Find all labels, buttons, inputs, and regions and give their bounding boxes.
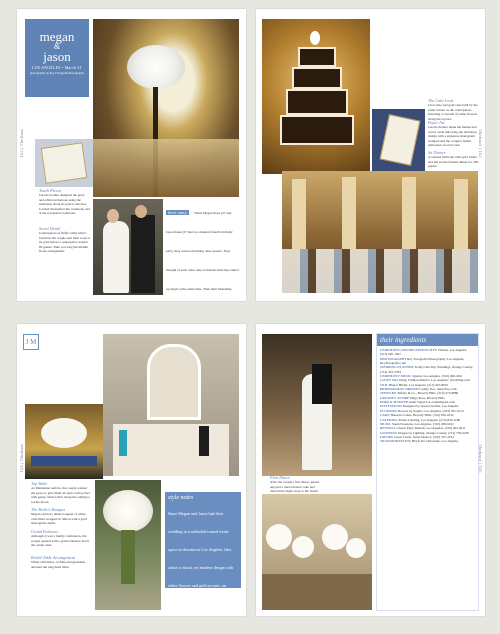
invitation-photo [35, 139, 93, 187]
caption-head: The Cake Look [428, 98, 454, 103]
head-table-photo [25, 404, 103, 479]
ingredient-text: Classic Party Rentals, Los Angeles, (310) 202-0011 [396, 426, 466, 431]
ingredient-text: Vibiana, Los Angeles, (213) 626-1507 [380, 348, 468, 357]
ingredient-text: Sweet Treats, Santa Monica, (310) 555-3434 [393, 434, 454, 439]
ingredient-label: BRIDESMAIDS' DRESSES [380, 387, 422, 392]
ingredient-text: Designed by Jason's brother, Los Angeles [402, 404, 459, 409]
ingredient-text: Hansen's Cakes, Beverly Hills, (310) 936-4332 [390, 413, 454, 418]
aisle-photo [262, 494, 372, 610]
centerpiece-photo [93, 19, 239, 197]
caption-head: Paper Art [428, 120, 445, 125]
ingredient-text: Black Tie Limousine, Los Angeles [411, 439, 459, 444]
caption-text: A vaulted ballroom with gold chairs and tall arches framed dinner for 200 guests. [428, 155, 479, 169]
ingredient-text: Hugo Boss, Beverly Hills [410, 395, 445, 400]
story-heading: their story [168, 210, 188, 215]
ingredient-text: Images by Lighting, Orange County, (714) 739-0230 [398, 430, 469, 435]
caption-paper [428, 121, 480, 147]
couple-photo [93, 199, 163, 295]
ballroom-photo [282, 171, 478, 293]
photo-credit: photography by Roy Fotografia Photography [30, 71, 84, 75]
ingredient-text: Jenny Yoo, JennyYoo.com [421, 387, 457, 392]
ingredient-text: Vera Wang, Fashion District, Los Angeles, VeraWang.com [391, 378, 470, 383]
caption-head: First Dance [270, 475, 291, 480]
cathedral-photo [103, 334, 239, 476]
bouquet-photo [95, 480, 161, 610]
caption-head: Sit Dinner [428, 150, 446, 155]
style-notes-text: Since Megan and Jason had their wedding in a cathedral-turned-event space in downtown Los Angeles, they chose a classic yet modern design with white flowers and gold accents, an elegant look that tied the evening [168, 511, 234, 606]
ampersand: & [53, 42, 61, 51]
location-date: LOS ANGELES • March 31 [32, 66, 82, 70]
ingredient-label: PHOTOGRAPHY [380, 356, 408, 361]
magazine-page-2 [256, 9, 485, 301]
monogram: J M [23, 334, 39, 350]
page-folio: 102 | TheKnot [19, 129, 24, 158]
ingredient-label: LIGHTING [380, 430, 399, 435]
caption-entrance [31, 530, 91, 548]
ingredient-label: CAKE [380, 413, 391, 418]
caption-head: Touch Pieces [39, 188, 62, 193]
magazine-page-4 [256, 324, 485, 616]
ingredient-label: JEWELRY [380, 391, 398, 396]
caption-head: Sweet Detail [39, 226, 61, 231]
bride-name: megan [39, 29, 75, 44]
menu-card-photo [372, 109, 425, 174]
style-notes-box [165, 492, 241, 606]
caption-head: Top Table [31, 481, 48, 486]
caption-head: Bridal Table Arrangement [31, 555, 75, 560]
ingredient-item [380, 357, 475, 366]
caption-text: White calla lilies, orchids and gardenias adorned the long head table. [31, 560, 86, 569]
ingredient-text: Flowers by Sophia, Los Angeles, (323) 785-1010 [397, 408, 464, 413]
caption-centerpieces [39, 227, 91, 253]
ingredient-text: Sound Sessions, Los Angeles, (310) 458-9222 [391, 421, 454, 426]
page-folio: 104 | TheKnot [19, 444, 24, 473]
caption-head: The Bride's Bouquet [31, 507, 66, 512]
ingredient-label: GROOM'S ATTIRE [380, 395, 411, 400]
ingredient-text: Blanca Bridal, Los Angeles, (213) 463-8001 [388, 382, 449, 387]
ingredient-label: INVITATIONS [380, 404, 403, 409]
caption-text: Centerpieces of fluffy white baby's breath in the couple sent their roots to its gold before a centerpiece around 80 guests. Take you long the middle floral arrangement. [39, 231, 91, 254]
story-text: When Megan Rose (27 and Jason Kane (27 met on a mutual friend's birthday party, they were both dating other people. They thought of each other only as friends until they ended up single at the same time. Then their friendship [166, 211, 239, 291]
ingredient-label: TRANSPORTATION [380, 439, 412, 444]
dance-photo [262, 334, 372, 476]
caption-text: Chocolate and gold cake built by the same vendor as the centerpieces featuring a cascade of white flowers along the top tier. [428, 103, 478, 121]
caption-bouquet [31, 508, 91, 526]
page-folio: TheKnot | 105 [478, 444, 483, 473]
caption-text: Jason's mother made the menus and escort cards mirroring the invitation design with a signature monogram stamped and the couple's names embossed on each card. [428, 125, 477, 148]
page-folio: TheKnot | 103 [478, 129, 483, 158]
ingredient-text: Patina Catering, Los Angeles, (213) 830-1180 [398, 417, 461, 422]
ingredient-label: HAIR & MAKEUP [380, 400, 409, 405]
caption-cake [428, 99, 480, 121]
ingredient-text: Today's the Day Weddings, Orange County, (714) 393-3783 [380, 365, 473, 374]
ingredient-label: CEREMONY AND RECEPTION SITE [380, 348, 438, 352]
ingredients-heading: their ingredients [377, 334, 478, 346]
ingredient-item [380, 439, 475, 443]
caption-text: Although it was a family celebration, the couple opened with a grand entrance down the center aisle. [31, 534, 90, 548]
caption-table [31, 482, 91, 504]
ingredient-label: WEDDING PLANNER [380, 365, 415, 370]
ingredient-label: VEIL [380, 382, 389, 387]
magazine-page-3 [17, 324, 246, 616]
caption-arrangement [31, 556, 91, 569]
ingredient-label: RENTALS [380, 426, 397, 431]
ingredient-text: Roy Fotografia Photography, Los Angeles, RoyFotografia.com [380, 356, 465, 366]
caption-text: Megan carried a dense bouquet of white calla lilies wrapped in ribbon with a gold monogram charm. [31, 512, 87, 526]
caption-dinner [428, 151, 480, 169]
ingredient-text: Tiffany & Co., Beverly Hills, (310) 273-8880 [397, 391, 459, 396]
groom-name: jason [43, 49, 71, 64]
ingredient-text: Glam Squad LA, GlamSquad.com [408, 400, 455, 405]
ingredient-label: CEREMONY MUSIC [380, 374, 413, 379]
caption-text: After the couple's first dance, guests enjoyed a tiered dessert cake and danced the night away to the band's [270, 480, 320, 494]
ingredients-box [376, 333, 479, 611]
ingredients-list [377, 346, 478, 446]
magazine-page-1 [17, 9, 246, 301]
ingredient-item [380, 365, 475, 374]
ingredient-label: GOWN [380, 378, 392, 383]
caption-text: As Manhattan natives, the couple wanted the space to give them an open rooftop feel with gauzy white fabric along the ceiling to set the mood. [31, 486, 91, 504]
caption-head: Grand Entrance [31, 529, 59, 534]
title-box [25, 19, 89, 97]
story-block [166, 199, 239, 295]
ingredient-text: Quartet Los Angeles, (310) 490-4321 [412, 374, 463, 379]
style-notes-heading: style notes [168, 495, 194, 501]
ingredient-item [380, 348, 475, 357]
ingredient-label: FAVORS [380, 434, 394, 439]
caption-invitations [39, 189, 91, 215]
caption-text: Jason's brother designed the gold-and-white invitations using the invitation about its gold to the bias. Carried throughout the ceremony and at the reception's ballroom. [39, 193, 90, 216]
ingredient-label: CATERING [380, 417, 399, 422]
ingredient-label: MUSIC [380, 421, 392, 426]
cake-photo [262, 19, 370, 174]
ingredient-label: FLOWERS [380, 408, 398, 413]
